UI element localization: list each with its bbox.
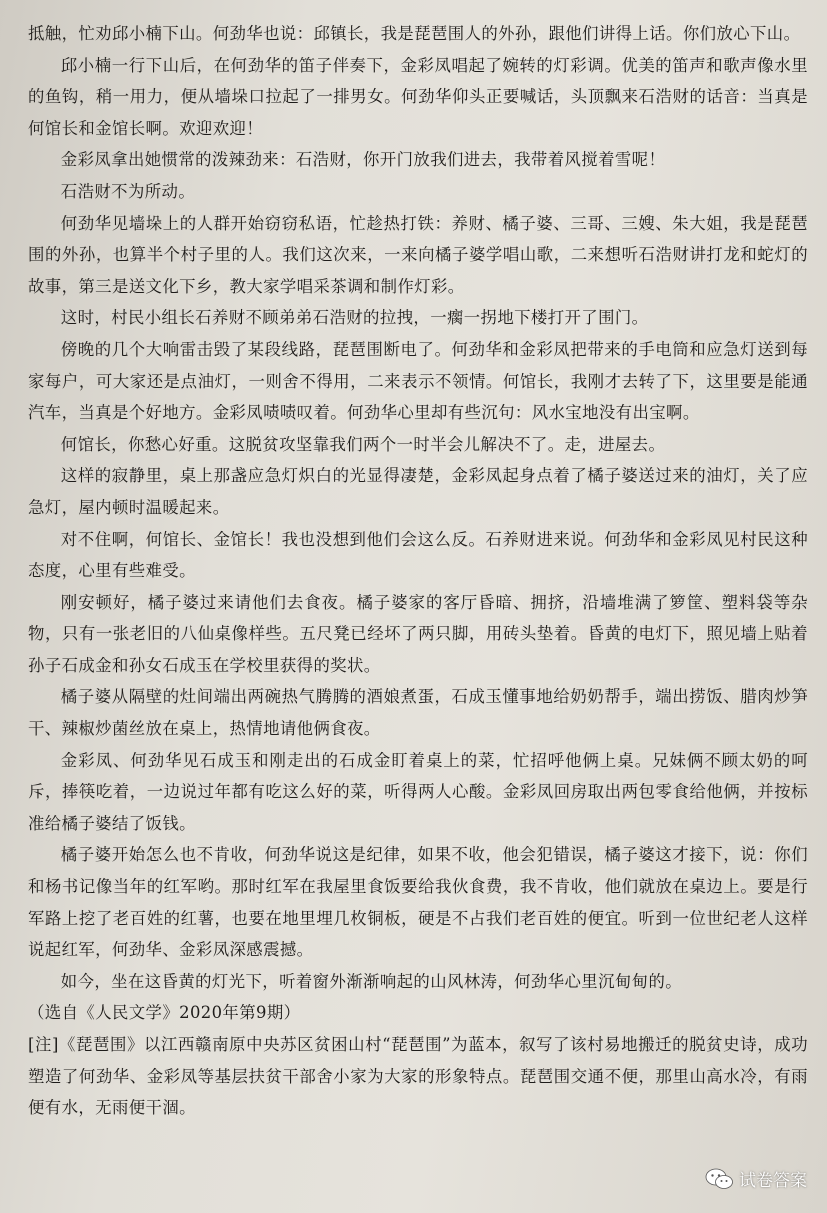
paragraph: 这时，村民小组长石养财不顾弟弟石浩财的拉拽，一瘸一拐地下楼打开了围门。 — [60, 308, 649, 328]
paragraph: 橘子婆开始怎么也不肯收，何劲华说这是纪律，如果不收，他会犯错误，橘子婆这才接下，说：你们和杨书记像当年的红军哟。那时红军在我屋里食饭要给我伙食费，我不肯收，他们就放在桌边上。要是行军路上挖了老百姓的红薯，也要在地里埋几枚铜板，硬是不占我们老百姓的便宜。听到一位世纪老人这样说起红军，何劲华、金彩凤深感震撼。 — [28, 845, 808, 960]
paragraph: 傍晚的几个大响雷击毁了某段线路，琵琶围断电了。何劲华和金彩凤把带来的手电筒和应急灯送到每家每户，可大家还是点油灯，一则舍不得用，二来表示不领情。何馆长，我刚才去转了下，这里要是能通汽车，当真是个好地方。金彩凤啧啧叹着。何劲华心里却有些沉句：风水宝地没有出宝啊。 — [28, 339, 808, 423]
paragraph: 何劲华见墙垛上的人群开始窃窃私语，忙趁热打铁：养财、橘子婆、三哥、三嫂、朱大姐，我是琵琶围的外孙，也算半个村子里的人。我们这次来，一来向橘子婆学唱山歌，二来想听石浩财讲打龙和蛇灯的故事，第三是送文化下乡，教大家学唱采茶调和制作灯彩。 — [28, 213, 808, 296]
paragraph: 如今，坐在这昏黄的灯光下，听着窗外渐渐响起的山风林涛，何劲华心里沉甸甸的。 — [60, 971, 683, 991]
paragraph: 这样的寂静里，桌上那盏应急灯炽白的光显得凄楚，金彩凤起身点着了橘子婆送过来的油灯，关了应急灯，屋内顿时温暖起来。 — [28, 466, 808, 517]
paragraph: 刚安顿好，橘子婆过来请他们去食夜。橘子婆家的客厅昏暗、拥挤，沿墙堆满了箩筐、塑料袋等杂物，只有一张老旧的八仙桌像样些。五尺凳已经坏了两只脚，用砖头垫着。昏黄的电灯下，照见墙上贴着孙子石成金和孙女石成玉在学校里获得的奖状。 — [28, 592, 808, 675]
article-body — [28, 18, 808, 1124]
paragraph: 邱小楠一行下山后，在何劲华的笛子伴奏下，金彩凤唱起了婉转的灯彩调。优美的笛声和歌声像水里的鱼钩，稍一用力，便从墙垛口拉起了一排男女。何劲华仰头正要喊话，头顶飘来石浩财的话音：当真是何馆长和金馆长啊。欢迎欢迎！ — [28, 55, 808, 138]
footnote: [注]《琵琶围》以江西赣南原中央苏区贫困山村“琵琶围”为蓝本，叙写了该村易地搬迁的脱贫史诗，成功塑造了何劲华、金彩凤等基层扶贫干部舍小家为大家的形象特点。琵琶围交通不便，那里山高水冷，有雨便有水，无雨便干涸。 — [28, 1035, 808, 1118]
paragraph: 石浩财不为所动。 — [60, 181, 196, 201]
watermark — [705, 1166, 807, 1191]
source-citation: （选自《人民文学》2020年第9期） — [28, 1003, 301, 1023]
watermark-label: 试卷答案 — [739, 1171, 807, 1191]
paragraph: 何馆长，你愁心好重。这脱贫攻坚靠我们两个一时半会儿解决不了。走，进屋去。 — [60, 434, 666, 454]
paragraph: 金彩凤、何劲华见石成玉和刚走出的石成金盯着桌上的菜，忙招呼他俩上桌。兄妹俩不顾太奶的呵斥，捧筷吃着，一边说过年都有吃这么好的菜，听得两人心酸。金彩凤回房取出两包零食给他俩，并按标准给橘子婆结了饭钱。 — [28, 750, 808, 833]
paragraph: 抵触，忙劝邱小楠下山。何劲华也说：邱镇长，我是琵琶围人的外孙，跟他们讲得上话。你们放心下山。 — [28, 24, 801, 43]
wechat-icon — [705, 1168, 733, 1190]
paragraph: 对不住啊，何馆长、金馆长！我也没想到他们会这么反。石养财进来说。何劲华和金彩凤见村民这种态度，心里有些难受。 — [28, 529, 808, 581]
paragraph: 橘子婆从隔壁的灶间端出两碗热气腾腾的酒娘煮蛋，石成玉懂事地给奶奶帮手，端出捞饭、腊肉炒笋干、辣椒炒菌丝放在桌上，热情地请他俩食夜。 — [28, 687, 808, 739]
paragraph: 金彩凤拿出她惯常的泼辣劲来：石浩财，你开门放我们进去，我带着风搅着雪呢！ — [60, 150, 666, 170]
